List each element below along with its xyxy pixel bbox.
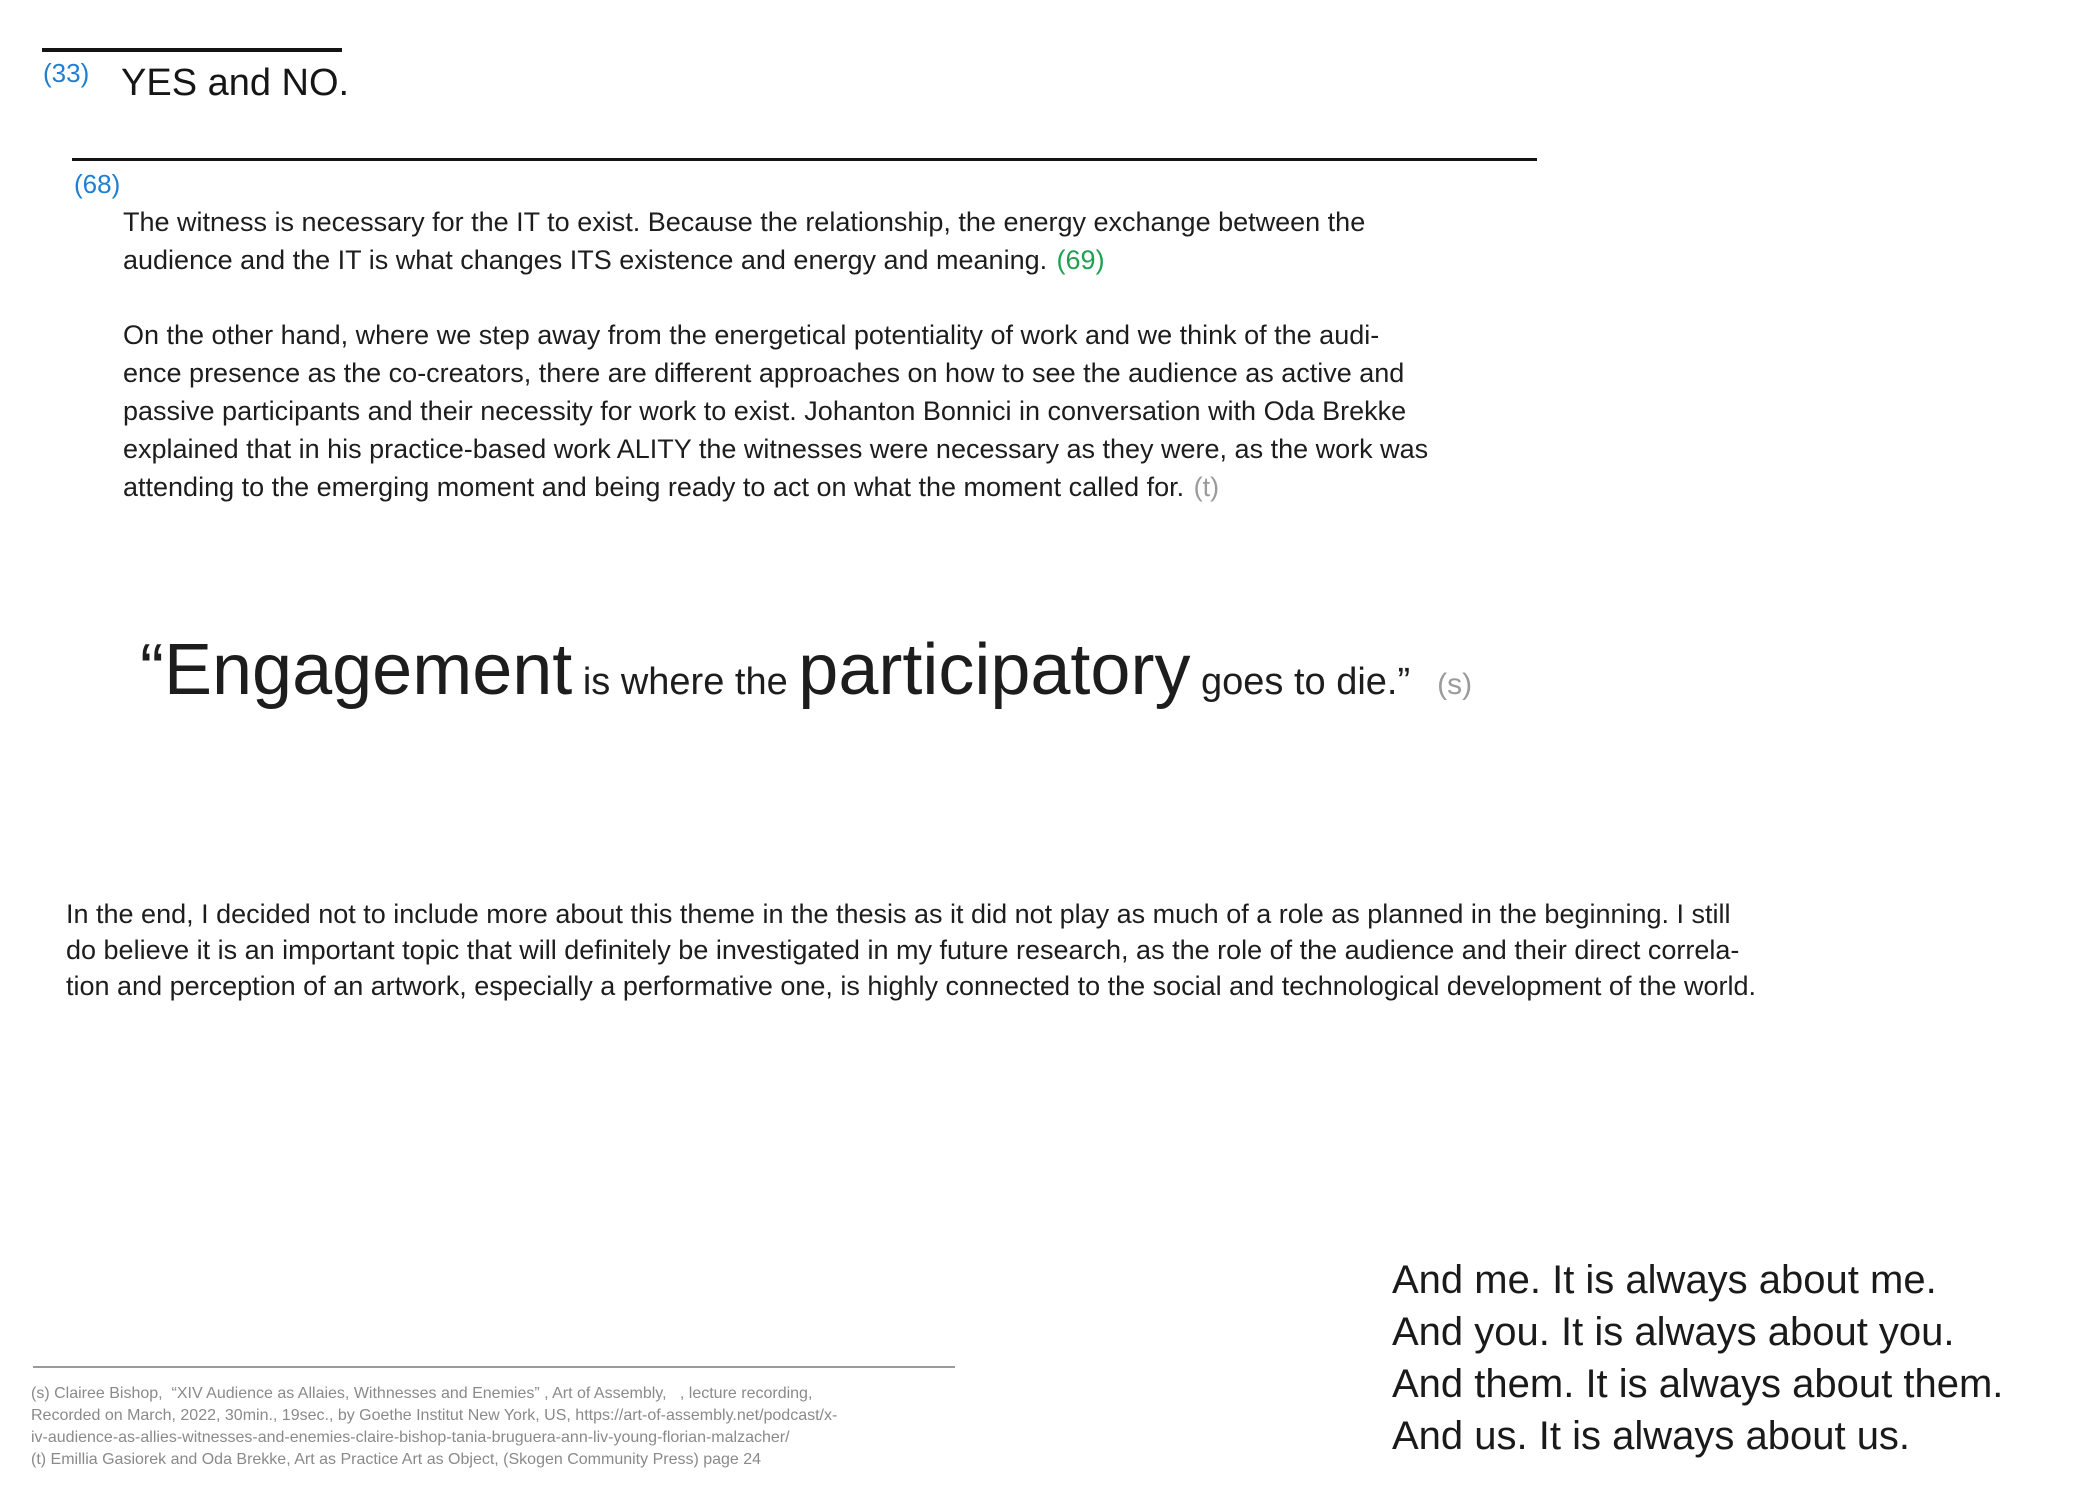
poem-block <box>1392 1254 2003 1462</box>
paragraph-text: On the other hand, where we step away from the energetical potentiality of work and we think of the audi- <box>123 320 1380 350</box>
text-line <box>123 430 1428 468</box>
quote-connector-1: is where the <box>572 661 799 703</box>
pull-quote <box>140 630 1472 730</box>
paragraph-other-hand <box>123 316 1428 506</box>
paragraph-text: tion and perception of an artwork, especially a performative one, is highly connected to the social and technological development of the world. <box>66 971 1757 1001</box>
paragraph-text: do believe it is an important topic that will definitely be investigated in my future research, as the role of the audience and their direct correla- <box>66 935 1740 965</box>
poem-line-me: And me. It is always about me. <box>1392 1258 1937 1302</box>
paragraph-text: audience and the IT is what changes ITS existence and energy and meaning. <box>123 245 1048 275</box>
text-line <box>123 241 1365 279</box>
footnote-ref-69: (69) <box>1056 245 1105 275</box>
paragraph-conclusion <box>66 896 1756 1004</box>
text-line <box>66 932 1756 968</box>
page-title: YES and NO. <box>121 62 350 104</box>
text-line <box>123 354 1428 392</box>
paragraph-text: attending to the emerging moment and being ready to act on what the moment called for. <box>123 472 1185 502</box>
paragraph-text: passive participants and their necessity for work to exist. Johanton Bonnici in conversation with Oda Brekke <box>123 396 1407 426</box>
footnote-source-s-url: iv-audience-as-allies-witnesses-and-enemies-claire-bishop-tania-bruguera-ann-liv-young-florian-malzacher/ <box>31 1429 790 1446</box>
quote-source-ref-s: (s) <box>1437 668 1473 701</box>
footnote-source-s: (s) Clairee Bishop, “XIV Audience as Allaies, Withnesses and Enemies” , Art of Assembly, , lecture recording, <box>31 1385 813 1402</box>
paragraph-witness <box>123 203 1365 279</box>
footnotes-block <box>31 1383 837 1471</box>
page-ref-33: (33) <box>43 58 90 88</box>
text-line <box>123 468 1428 506</box>
footnote-ref-t: (t) <box>1193 472 1220 502</box>
quote-word-participatory: participatory <box>798 630 1191 710</box>
paragraph-text: explained that in his practice-based work ALITY the witnesses were necessary as they were, as the work was <box>123 434 1429 464</box>
footnote-source-s-continued: Recorded on March, 2022, 30min., 19sec., by Goethe Institut New York, US, https://art-of-assembly.net/podcast/x- <box>31 1407 838 1424</box>
top-short-rule <box>42 48 342 52</box>
footnote-source-t: (t) Emillia Gasiorek and Oda Brekke, Art as Practice Art as Object, (Skogen Community Press) page 24 <box>31 1451 762 1468</box>
paragraph-text: The witness is necessary for the IT to exist. Because the relationship, the energy exchange between the <box>123 207 1366 237</box>
footnote-rule <box>33 1366 955 1368</box>
paragraph-text: ence presence as the co-creators, there are different approaches on how to see the audience as active and <box>123 358 1405 388</box>
paragraph-text: In the end, I decided not to include more about this theme in the thesis as it did not play as much of a role as planned in the beginning. I still <box>66 899 1731 929</box>
text-line <box>66 896 1756 932</box>
section-ref-68: (68) <box>74 169 121 199</box>
text-line <box>123 203 1365 241</box>
text-line <box>66 968 1756 1004</box>
poem-line-us: And us. It is always about us. <box>1392 1414 1911 1458</box>
quote-connector-2: goes to die.” <box>1190 661 1411 703</box>
poem-line-you: And you. It is always about you. <box>1392 1310 1955 1354</box>
quote-word-engagement: “Engagement <box>140 630 573 710</box>
text-line <box>123 392 1428 430</box>
text-line <box>123 316 1428 354</box>
section-rule <box>72 158 1537 161</box>
poem-line-them: And them. It is always about them. <box>1392 1362 2004 1406</box>
